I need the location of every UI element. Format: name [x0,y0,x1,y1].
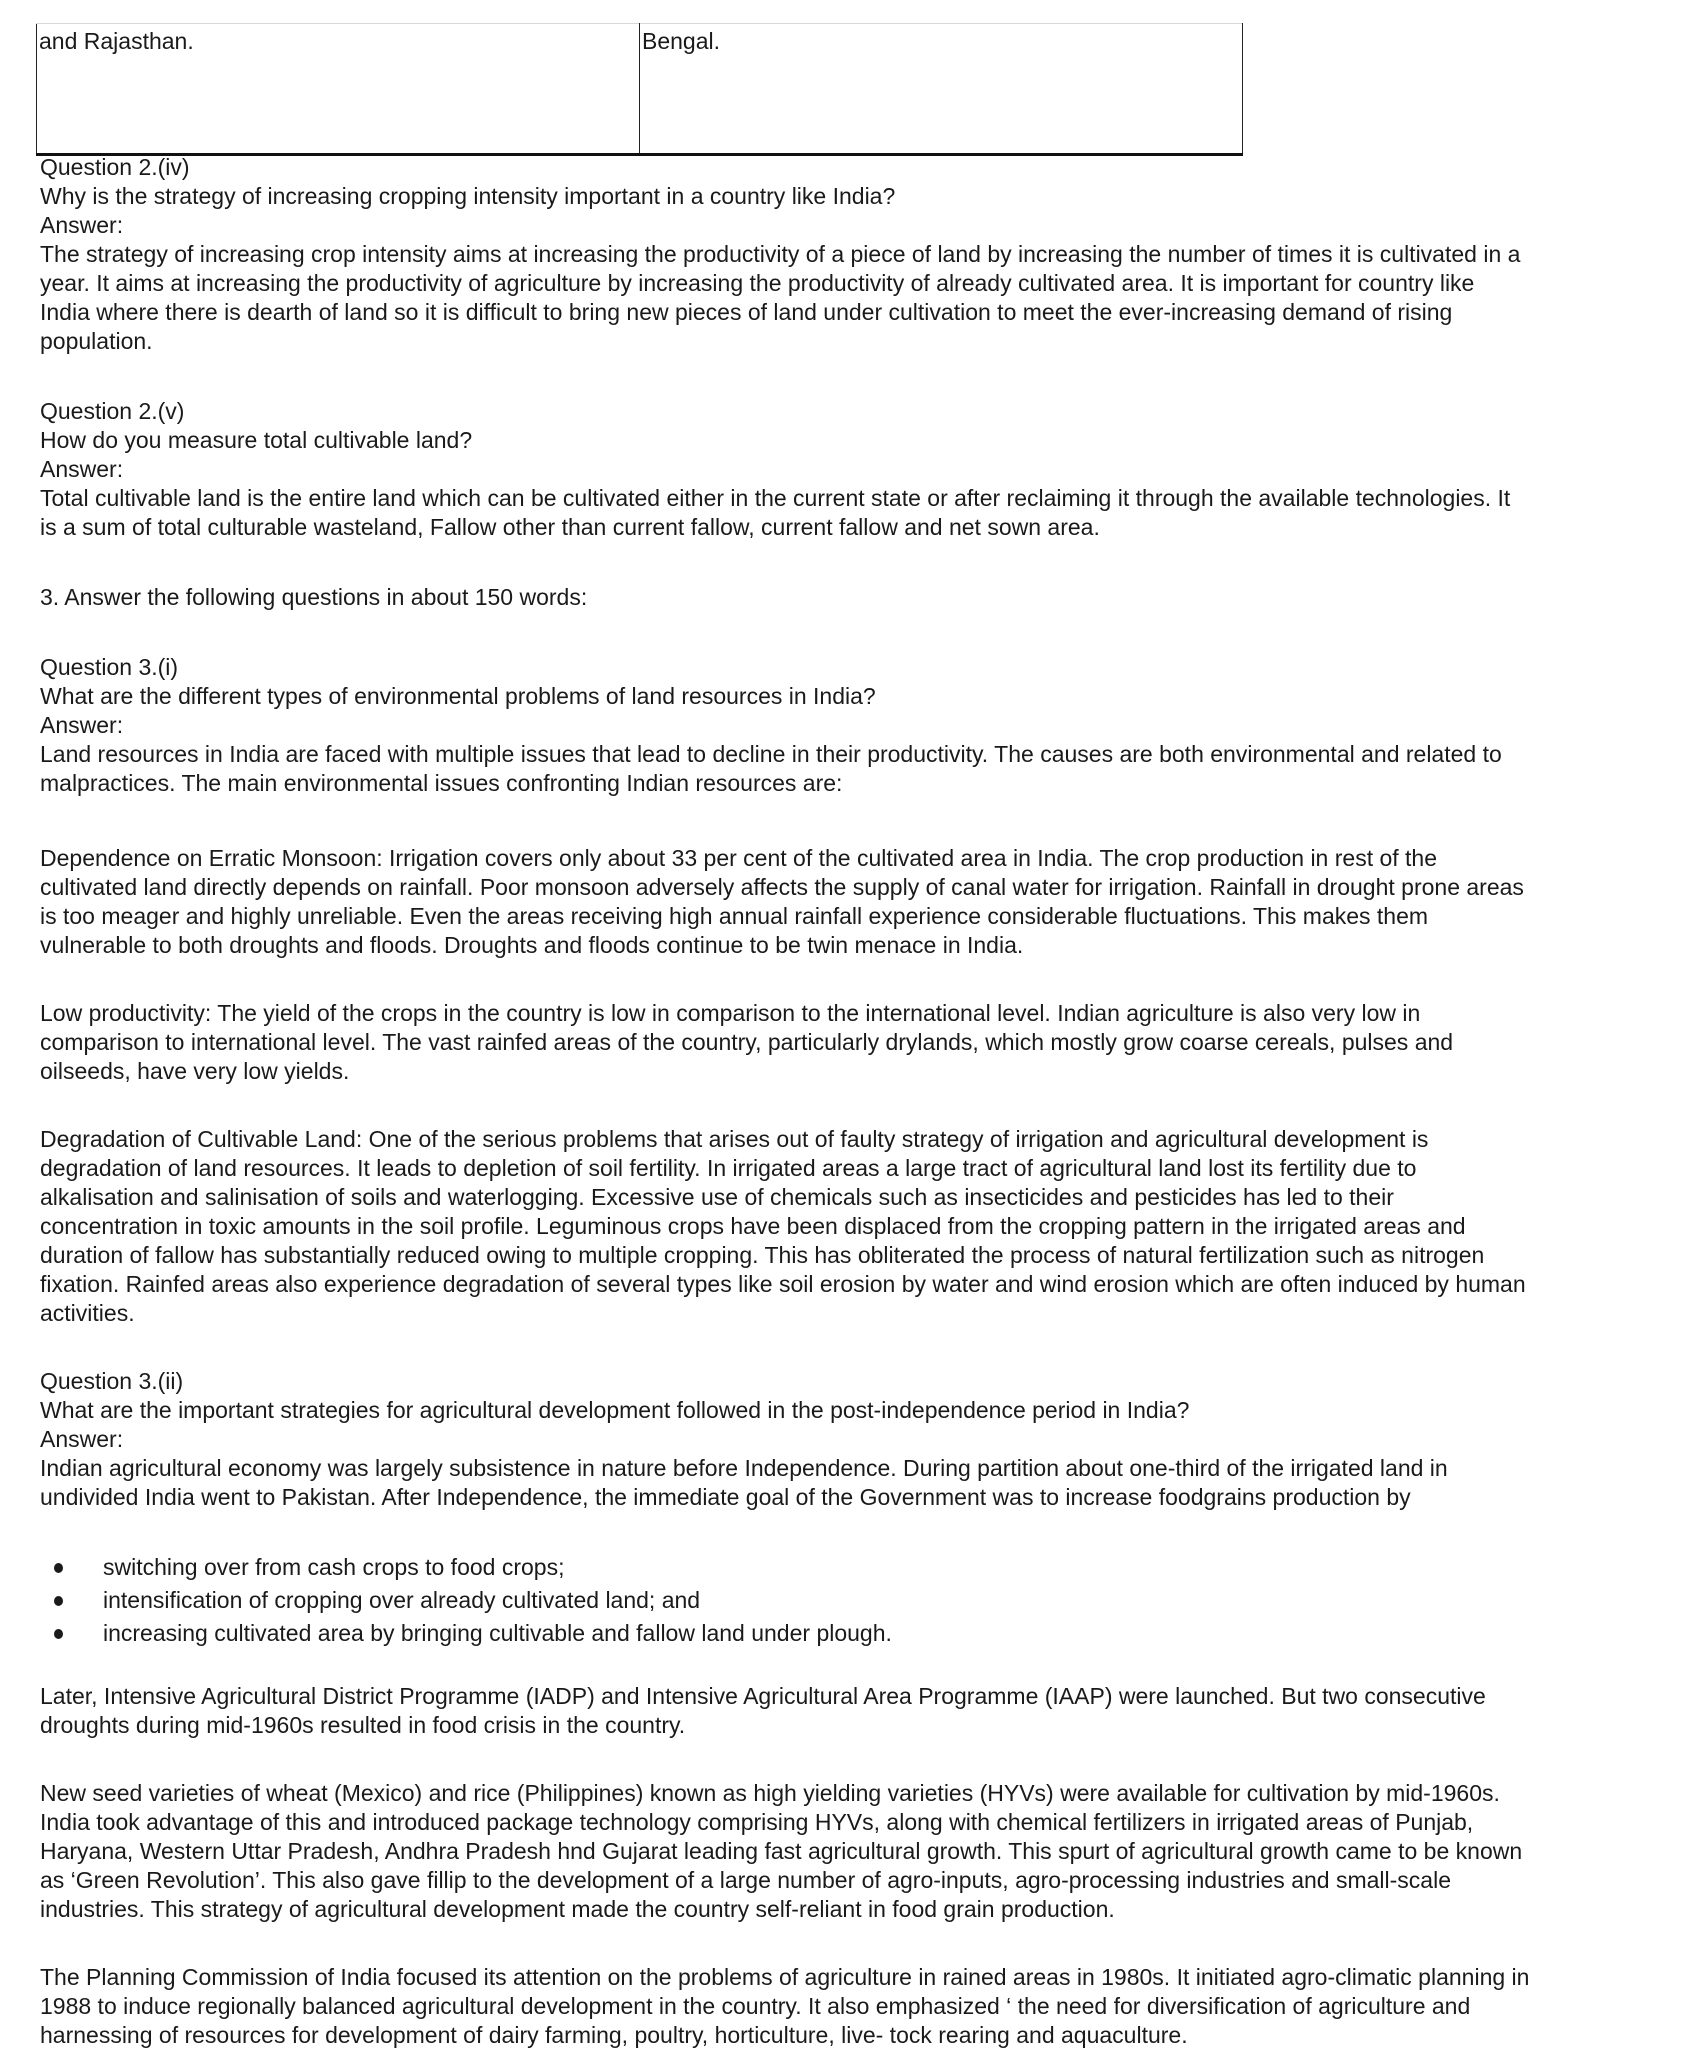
list-item-text: intensification of cropping over already cultivated land; and [103,1587,701,1613]
answer-intro-paragraph [40,1454,1665,1512]
answer-line: is too meager and highly unreliable. Even the areas receiving high annual rainfall experience considerable fluctuations. This makes them [40,903,1429,929]
question-3-i [40,653,1665,1328]
answer-label: Answer: [40,456,124,482]
answer-line: degradation of land resources. It leads to depletion of soil fertility. In irrigated areas a large tract of agricultural land lost its fertility due to [40,1155,1417,1181]
spacer [40,1740,1665,1779]
spacer [40,1086,1665,1125]
land-degradation-paragraph [40,1125,1665,1328]
question-2-v [40,397,1665,542]
answer-label: Answer: [40,212,124,238]
strategy-bullet-list [40,1551,1665,1650]
answer-line: India took advantage of this and introduced package technology comprising HYVs, along with chemical fertilizers in irrigated areas of Punjab, [40,1809,1474,1835]
answer-label: Answer: [40,712,124,738]
list-item-text: switching over from cash crops to food crops; [103,1554,565,1580]
question-2-iv [40,153,1665,356]
answer-line: 1988 to induce regionally balanced agricultural development in the country. It also emphasized ‘ the need for diversification of agriculture and [40,1993,1471,2019]
section-3-heading: 3. Answer the following questions in about 150 words: [40,584,588,610]
answer-line: alkalisation and salinisation of soils and waterlogging. Excessive use of chemicals such as insecticides and pesticides has led to their [40,1184,1394,1210]
answer-line: Dependence on Erratic Monsoon: Irrigation covers only about 33 per cent of the cultivated area in India. The crop production in rest of the [40,845,1438,871]
answer-line: harnessing of resources for development of dairy farming, poultry, horticulture, live- tock rearing and aquaculture. [40,2022,1188,2048]
question-text: What are the different types of environmental problems of land resources in India? [40,683,876,709]
question-text: How do you measure total cultivable land? [40,427,473,453]
answer-label: Answer: [40,1426,124,1452]
answer-line: population. [40,328,153,354]
bullet-icon [54,1629,63,1639]
answer-line: malpractices. The main environmental issues confronting Indian resources are: [40,770,843,796]
list-item-text: increasing cultivated area by bringing cultivable and fallow land under plough. [103,1620,892,1646]
answer-line: as ‘Green Revolution’. This also gave fillip to the development of a large number of agro-inputs, agro-processing industries and small-scale [40,1867,1451,1893]
table-row [37,24,1243,155]
question-label: Question 3.(i) [40,654,179,680]
answer-intro-paragraph [40,740,1665,798]
answer-line: Degradation of Cultivable Land: One of the serious problems that arises out of faulty strategy of irrigation and agricultural development is [40,1126,1429,1152]
planning-commission-paragraph [40,1963,1665,2050]
continued-states-table [36,23,1243,156]
spacer [40,798,1665,844]
spacer [40,542,1665,583]
answer-line: Total cultivable land is the entire land which can be cultivated either in the current state or after reclaiming it through the available technologies. It [40,485,1511,511]
answer-line: duration of fallow has substantially reduced owing to multiple cropping. This has obliterated the process of natural fertilization such as nitrogen [40,1242,1485,1268]
answer-line: New seed varieties of wheat (Mexico) and rice (Philippines) known as high yielding varieties (HYVs) were available for cultivation by mid-1960s. [40,1780,1500,1806]
spacer [40,1512,1665,1551]
iadp-paragraph [40,1682,1665,1740]
answer-line: concentration in toxic amounts in the soil profile. Leguminous crops have been displaced from the cropping pattern in the irrigated areas and [40,1213,1466,1239]
answer-line: industries. This strategy of agricultural development made the country self-reliant in food grain production. [40,1896,1115,1922]
question-3-ii [40,1367,1665,2050]
spacer [40,612,1665,653]
spacer [40,1650,1665,1682]
spacer [40,960,1665,999]
table-cell-right: Bengal. [640,24,1243,155]
list-item [40,1584,1665,1617]
answer-line: Later, Intensive Agricultural District Programme (IADP) and Intensive Agricultural Area Programme (IAAP) were launched. But two consecutive [40,1683,1486,1709]
answer-line: Land resources in India are faced with multiple issues that lead to decline in their productivity. The causes are both environmental and related to [40,741,1502,767]
answer-paragraph [40,240,1665,356]
answer-line: Low productivity: The yield of the crops in the country is low in comparison to the international level. Indian agriculture is also very low in [40,1000,1421,1026]
answer-line: The Planning Commission of India focused its attention on the problems of agriculture in rained areas in 1980s. It initiated agro-climatic planning in [40,1964,1530,1990]
question-text: What are the important strategies for agricultural development followed in the post-independence period in India? [40,1397,1190,1423]
erratic-monsoon-paragraph [40,844,1665,960]
list-item [40,1551,1665,1584]
answer-line: undivided India went to Pakistan. After Independence, the immediate goal of the Government was to increase foodgrains production by [40,1484,1411,1510]
answer-line: India where there is dearth of land so it is difficult to bring new pieces of land under cultivation to meet the ever-increasing demand of rising [40,299,1453,325]
document-body [40,153,1665,2050]
answer-line: Indian agricultural economy was largely subsistence in nature before Independence. During partition about one-third of the irrigated land in [40,1455,1448,1481]
question-label: Question 2.(v) [40,398,185,424]
table-cell-left: and Rajasthan. [37,24,640,155]
answer-line: year. It aims at increasing the productivity of agriculture by increasing the productivity of already cultivated area. It is important for country like [40,270,1475,296]
answer-paragraph [40,484,1665,542]
answer-line: vulnerable to both droughts and floods. Droughts and floods continue to be twin menace in India. [40,932,1024,958]
green-revolution-paragraph [40,1779,1665,1924]
question-label: Question 3.(ii) [40,1368,184,1394]
low-productivity-paragraph [40,999,1665,1086]
answer-line: is a sum of total culturable wasteland, Fallow other than current fallow, current fallow and net sown area. [40,514,1100,540]
answer-line: comparison to international level. The vast rainfed areas of the country, particularly drylands, which mostly grow coarse cereals, pulses and [40,1029,1454,1055]
spacer [40,1328,1665,1367]
question-label: Question 2.(iv) [40,154,190,180]
answer-line: oilseeds, have very low yields. [40,1058,350,1084]
spacer [40,1924,1665,1963]
answer-line: Haryana, Western Uttar Pradesh, Andhra Pradesh hnd Gujarat leading fast agricultural growth. This spurt of agricultural growth came to be known [40,1838,1523,1864]
answer-line: activities. [40,1300,135,1326]
answer-line: cultivated land directly depends on rainfall. Poor monsoon adversely affects the supply of canal water for irrigation. Rainfall in drought prone areas [40,874,1524,900]
answer-line: droughts during mid-1960s resulted in food crisis in the country. [40,1712,686,1738]
spacer [40,356,1665,397]
bullet-icon [54,1596,63,1606]
question-text: Why is the strategy of increasing cropping intensity important in a country like India? [40,183,896,209]
bullet-icon [54,1563,63,1573]
answer-line: The strategy of increasing crop intensity aims at increasing the productivity of a piece of land by increasing the number of times it is cultivated in a [40,241,1521,267]
answer-line: fixation. Rainfed areas also experience degradation of several types like soil erosion by water and wind erosion which are often induced by human [40,1271,1526,1297]
list-item [40,1617,1665,1650]
